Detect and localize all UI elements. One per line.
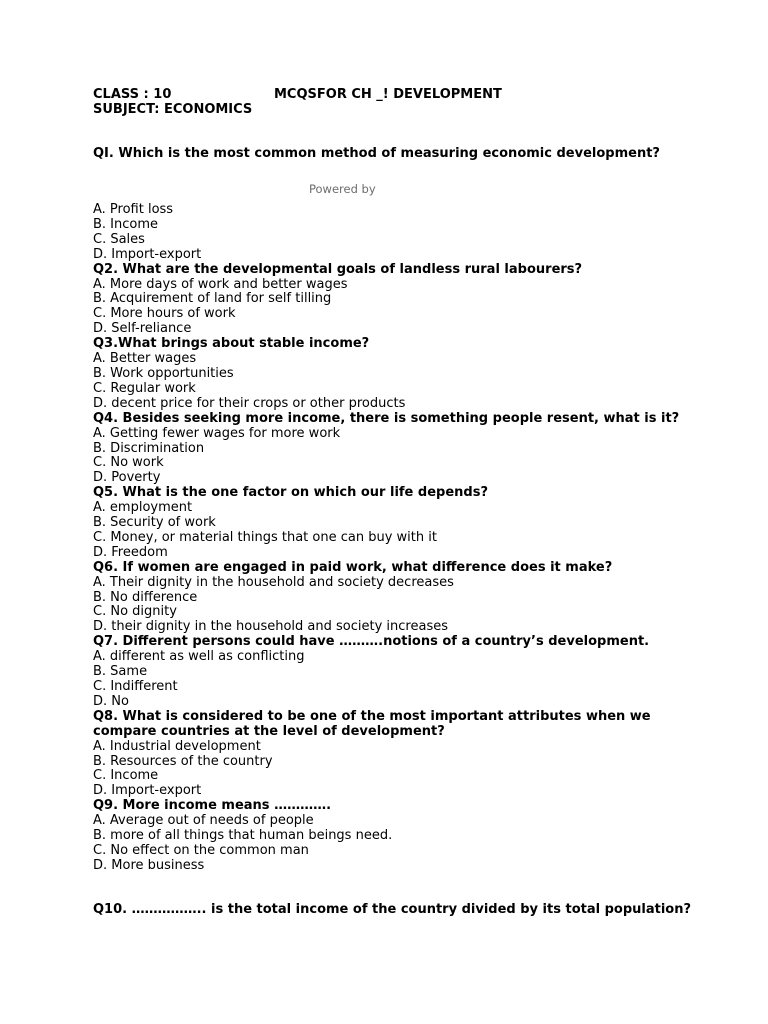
question-5-option-c: C. Money, or material things that one can buy with it — [93, 529, 437, 545]
question-2-option-b: B. Acquirement of land for self tilling — [93, 291, 332, 307]
question-5-text: Q5. What is the one factor on which our life depends? — [93, 485, 488, 501]
question-3-option-d: D. decent price for their crops or other products — [93, 395, 406, 411]
question-8-text: Q8. What is considered to be one of the most important attributes when we compare countries at the level of development? — [93, 708, 651, 739]
question-4-option-a: A. Getting fewer wages for more work — [93, 425, 341, 441]
question-9-option-c: C. No effect on the common man — [93, 842, 309, 858]
header-line-1 — [93, 88, 693, 103]
question-1-option-a: A. Profit loss — [93, 202, 174, 217]
question-7-text: Q7. Different persons could have ……….notions of a country’s development. — [93, 634, 650, 650]
question-7-option-a: A. different as well as conflicting — [93, 649, 305, 665]
question-list — [93, 203, 693, 874]
question-3-option-b: B. Work opportunities — [93, 365, 234, 381]
question-5-option-d: D. Freedom — [93, 544, 168, 560]
question-7-option-d: D. No — [93, 693, 129, 709]
question-2-option-c: C. More hours of work — [93, 306, 236, 322]
question-9-option-a: A. Average out of needs of people — [93, 813, 314, 829]
question-9-text: Q9. More income means …………. — [93, 798, 332, 814]
question-8-option-c: C. Income — [93, 768, 159, 784]
question-4-option-d: D. Poverty — [93, 470, 161, 486]
question-8-option-d: D. Import-export — [93, 783, 202, 799]
question-9-option-b: B. more of all things that human beings need. — [93, 828, 393, 844]
question-2-option-d: D. Self-reliance — [93, 321, 192, 337]
question-4-option-b: B. Discrimination — [93, 440, 205, 456]
question-1-option-d: D. Import-export — [93, 246, 202, 262]
question-5-option-b: B. Security of work — [93, 515, 216, 531]
question-2-option-a: A. More days of work and better wages — [93, 276, 348, 292]
question-3-text: Q3.What brings about stable income? — [93, 336, 370, 352]
powered-by-label: Powered by — [309, 182, 376, 196]
question-1-option-c: C. Sales — [93, 231, 145, 247]
question-9-option-d: D. More business — [93, 857, 205, 873]
question-6-option-a: A. Their dignity in the household and society decreases — [93, 574, 454, 590]
question-8-option-b: B. Resources of the country — [93, 753, 273, 769]
question-3-option-a: A. Better wages — [93, 351, 197, 367]
question-6-option-c: C. No dignity — [93, 604, 177, 620]
question-5-option-a: A. employment — [93, 500, 193, 516]
question-4-option-c: C. No work — [93, 455, 164, 471]
chapter-title: MCQSFOR CH _! DEVELOPMENT — [274, 87, 502, 102]
question-10-text: Q10. …………….. is the total income of the country divided by its total population? — [93, 902, 692, 917]
question-8-option-a: A. Industrial development — [93, 738, 261, 754]
question-6-option-d: D. their dignity in the household and society increases — [93, 619, 448, 635]
question-6-text: Q6. If women are engaged in paid work, what difference does it make? — [93, 559, 613, 575]
subject-label: SUBJECT: ECONOMICS — [93, 102, 253, 117]
question-3-option-c: C. Regular work — [93, 380, 196, 396]
question-1-text: QI. Which is the most common method of measuring economic development? — [93, 146, 660, 161]
class-label: CLASS : 10 — [93, 87, 172, 102]
question-2-text: Q2. What are the developmental goals of landless rural labourers? — [93, 261, 583, 277]
header-line-2 — [93, 103, 693, 118]
question-4-text: Q4. Besides seeking more income, there is something people resent, what is it? — [93, 410, 680, 426]
question-6-option-b: B. No difference — [93, 589, 198, 605]
question-7-option-c: C. Indifferent — [93, 679, 178, 694]
question-1-option-b: B. Income — [93, 216, 159, 232]
question-7-option-b: B. Same — [93, 664, 148, 680]
document-header — [93, 88, 693, 118]
